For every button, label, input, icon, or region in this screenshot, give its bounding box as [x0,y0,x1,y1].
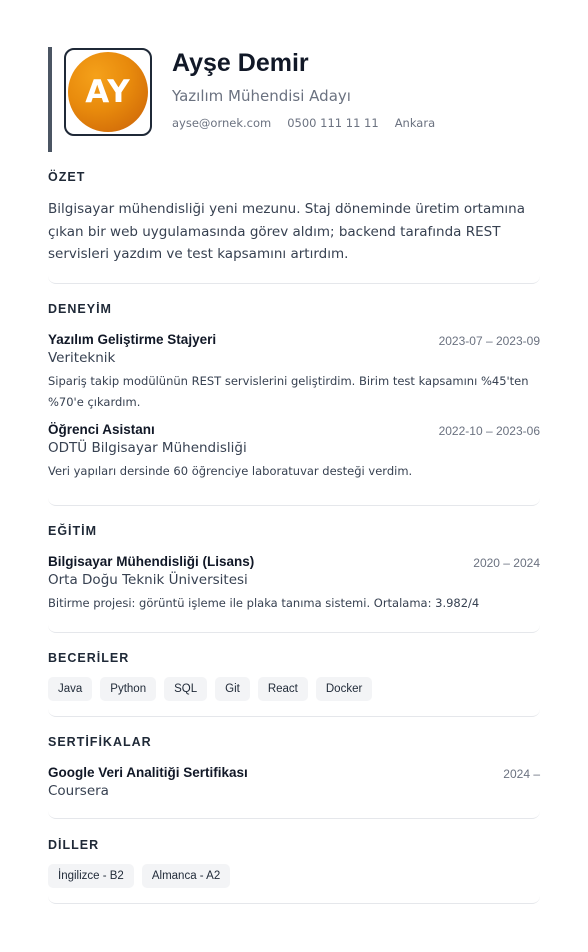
languages-list [48,864,540,888]
phone-text[interactable]: 0500 111 11 11 [287,116,379,130]
avatar-initials: AY [68,52,148,132]
certificates-section [48,735,540,819]
candidate-name: Ayşe Demir [172,49,309,77]
summary-heading: ÖZET [48,170,86,184]
skills-list [48,677,540,701]
language-chip: Almanca - A2 [142,864,230,888]
experience-heading: DENEYİM [48,302,112,316]
languages-section [48,838,540,904]
skill-chip: Git [215,677,250,701]
experience-desc: Veri yapıları dersinde 60 öğrenciye laboratuvar desteği verdim. [48,464,413,478]
languages-heading: DİLLER [48,838,100,852]
skills-section [48,651,540,717]
experience-org: ODTÜ Bilgisayar Mühendisliği [48,440,247,456]
summary-text: Bilgisayar mühendisliği yeni mezunu. Staj döneminde üretim ortamına çıkan bir web uygulamasında görev aldım; backend tarafında REST servisleri yazdım ve test kapsamını artırdım. [48,201,525,262]
skill-chip: Java [48,677,92,701]
education-degree: Bilgisayar Mühendisliği (Lisans) [48,554,255,569]
location-text: Ankara [394,116,436,130]
language-chip: İngilizce - B2 [48,864,134,888]
resume-page [48,47,540,882]
education-dates: 2020 – 2024 [473,556,540,570]
education-heading: EĞİTİM [48,524,98,538]
candidate-title: Yazılım Mühendisi Adayı [172,87,351,105]
skill-chip: Docker [316,677,372,701]
avatar [64,48,152,136]
certificate-name: Google Veri Analitiği Sertifikası [48,765,248,780]
experience-dates: 2022-10 – 2023-06 [438,424,540,438]
experience-role: Öğrenci Asistanı [48,422,155,437]
contact-info [172,116,435,130]
education-school: Orta Doğu Teknik Üniversitesi [48,572,248,588]
experience-item [48,422,540,482]
experience-section [48,302,540,506]
experience-role: Yazılım Geliştirme Stajyeri [48,332,217,347]
experience-desc: Sipariş takip modülünün REST servislerini geliştirdim. Birim test kapsamını %45'ten %70'e çıkardım. [48,374,529,409]
skill-chip: SQL [164,677,207,701]
education-item [48,554,540,614]
certificate-dates: 2024 – [503,767,540,781]
email-text[interactable]: ayse@ornek.com [172,116,272,130]
summary-section [48,170,540,284]
certificates-heading: SERTİFİKALAR [48,735,152,749]
certificate-item [48,765,540,799]
skills-heading: BECERİLER [48,651,130,665]
skill-chip: React [258,677,308,701]
education-desc: Bitirme projesi: görüntü işleme ile plaka tanıma sistemi. Ortalama: 3.982/4 [48,596,480,610]
certificate-issuer: Coursera [48,783,109,799]
experience-org: Veriteknik [48,350,116,366]
experience-item [48,332,540,412]
resume-header [48,47,540,152]
skill-chip: Python [100,677,156,701]
education-section [48,524,540,633]
experience-dates: 2023-07 – 2023-09 [438,334,540,348]
